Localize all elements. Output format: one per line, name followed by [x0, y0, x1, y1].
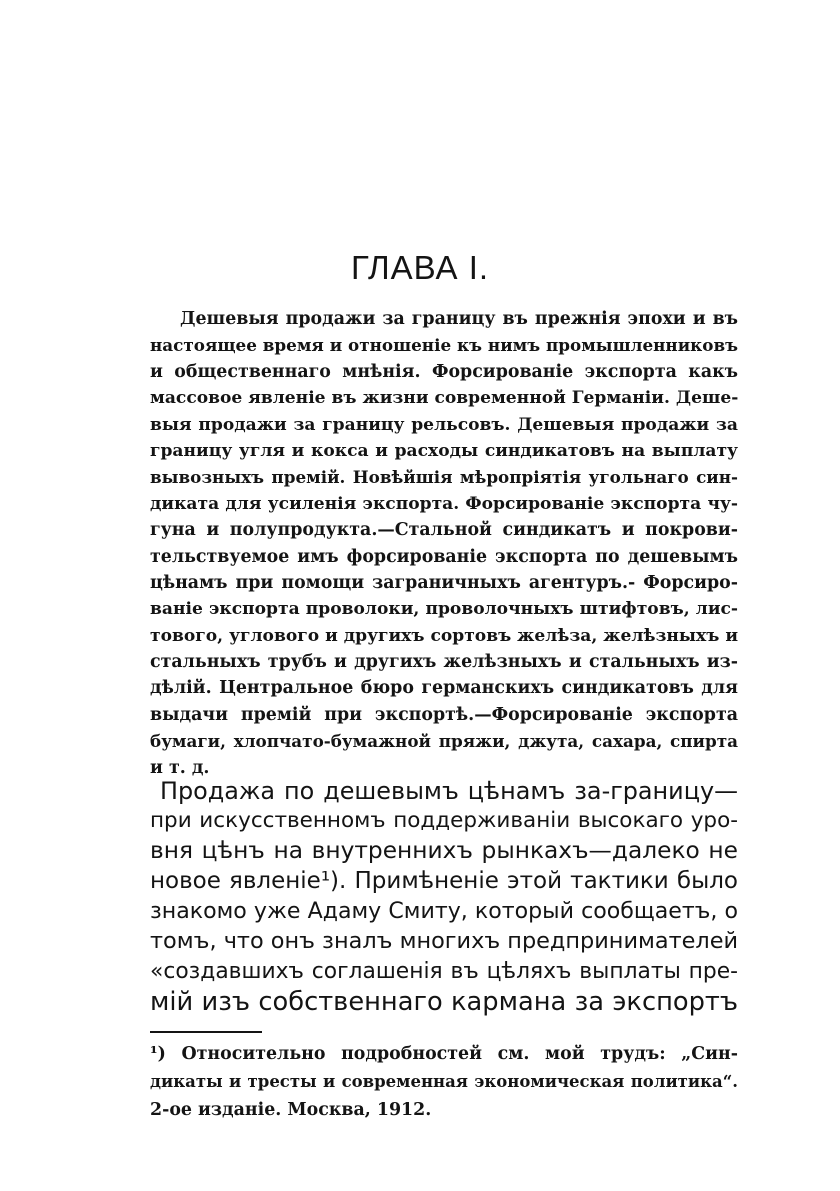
chapter-summary	[150, 306, 738, 781]
summary-line: вывозныхъ премій. Новѣйшія мѣропріятія угольнаго син-	[150, 467, 738, 488]
footnote-line: ¹) Относительно подробностей см. мой трудъ: „Син-	[150, 1044, 738, 1064]
summary-line: массовое явленіе въ жизни современной Германіи. Деше-	[150, 388, 738, 409]
summary-line: бумаги, хлопчато-бумажной пряжи, джута, сахара, спирта	[150, 731, 738, 752]
body-line: томъ, что онъ зналъ многихъ предпринимателей	[150, 928, 738, 955]
footnote-line: 2-ое изданіе. Москва, 1912.	[150, 1100, 432, 1120]
summary-line: тового, углового и другихъ сортовъ желѣза, желѣзныхъ и	[150, 625, 738, 646]
summary-line: тельствуемое имъ форсированіе экспорта по дешевымъ	[150, 546, 738, 567]
chapter-title: ГЛАВА I.	[350, 249, 490, 286]
body-line: знакомо уже Адаму Смиту, который сообщаетъ, о	[150, 898, 738, 925]
summary-line: дѣлій. Центральное бюро германскихъ синдикатовъ для	[150, 678, 738, 699]
summary-line: диката для усиленія экспорта. Форсированіе экспорта чу-	[150, 493, 738, 514]
summary-line: выдачи премій при экспортѣ.—Форсированіе экспорта	[150, 704, 738, 725]
summary-line: и т. д.	[150, 757, 210, 778]
footnote-divider	[150, 1031, 262, 1033]
summary-line: границу угля и кокса и расходы синдикатовъ на выплату	[150, 440, 738, 461]
footnote	[150, 1040, 738, 1124]
body-line: «создавшихъ соглашенія въ цѣляхъ выплаты пре-	[150, 958, 738, 984]
summary-line: выя продажи за границу рельсовъ. Дешевыя продажи за	[150, 414, 738, 435]
body-line: новое явленіе¹). Примѣненіе этой тактики было	[150, 868, 738, 895]
summary-line: и общественнаго мнѣнія. Форсированіе экспорта какъ	[150, 361, 738, 382]
summary-line: настоящее время и отношеніе къ нимъ промышленниковъ	[150, 335, 738, 356]
body-paragraph	[150, 776, 738, 1017]
body-line: мій изъ собственнаго кармана за экспортъ	[150, 986, 738, 1017]
body-line: Продажа по дешевымъ цѣнамъ за-границу—	[160, 777, 738, 805]
summary-line: ваніе экспорта проволоки, проволочныхъ штифтовъ, лис-	[150, 599, 738, 620]
body-line: при искусственномъ поддерживаніи высокаго уро-	[150, 808, 738, 834]
body-line: вня цѣнъ на внутреннихъ рынкахъ—далеко не	[150, 837, 738, 865]
footnote-line: дикаты и тресты и современная экономическая политика“.	[150, 1072, 738, 1091]
summary-line: Дешевыя продажи за границу въ прежнія эпохи и въ	[180, 309, 738, 329]
summary-line: стальныхъ трубъ и другихъ желѣзныхъ и стальныхъ из-	[150, 652, 738, 673]
summary-line: цѣнамъ при помощи заграничныхъ агентуръ.- Форсиро-	[150, 572, 738, 593]
summary-line: гуна и полупродукта.—Стальной синдикатъ и покрови-	[150, 520, 738, 541]
